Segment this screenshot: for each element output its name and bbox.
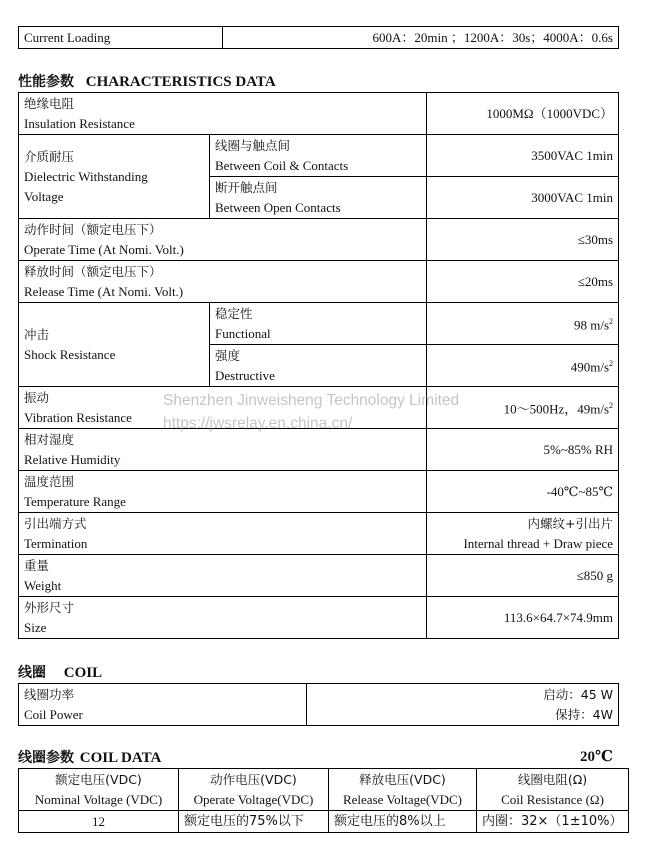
weight-value: ≤850 g <box>427 555 619 597</box>
nominal-voltage-cell: 12 <box>19 811 179 833</box>
row-dielectric-1: 介质耐压 Dielectric Withstanding Voltage 线圈与触点间 Between Coil & Contacts 3500VAC 1min <box>19 135 619 177</box>
current-loading-value: 600A：20min ；1200A：30s；4000A：0.6s <box>223 27 619 49</box>
shock-functional-value: 98 $m/s^2$ <box>427 303 619 345</box>
row-termination: 引出端方式 Termination 内螺纹+引出片 Internal thread + Draw piece <box>19 513 619 555</box>
coil-data-temperature: 20℃ <box>580 749 613 765</box>
coil-hold-power: 保持：4W <box>555 706 613 722</box>
termination-value: 内螺纹+引出片 Internal thread + Draw piece <box>427 513 619 555</box>
row-temperature: 温度范围 Temperature Range -40℃~85℃ <box>19 471 619 513</box>
coil-power-en: Coil Power <box>24 706 83 722</box>
dielectric-coil-contacts-value: 3500VAC 1min <box>427 135 619 177</box>
release-time-value: ≤20ms <box>427 261 619 303</box>
coil-data-heading: 线圈参数 COIL DATA <box>18 750 162 766</box>
temperature-value: -40℃~85℃ <box>427 471 619 513</box>
shock-label: 冲击 Shock Resistance <box>19 303 210 387</box>
operate-voltage-cell: 额定电压的75%以下 <box>179 811 329 833</box>
row-shock-2: 强度 Destructive $490m/s^2$ <box>19 345 619 387</box>
insulation-value: 1000MΩ（1000VDC） <box>427 93 619 135</box>
coil-data-table <box>18 768 629 833</box>
release-voltage-cell: 额定电压的8%以上 <box>329 811 477 833</box>
size-value: 113.6×64.7×74.9mm <box>427 597 619 639</box>
vibration-value: 10～500Hz，$49m/s^2$ <box>427 387 619 429</box>
coil-power-cn: 线圈功率 <box>24 686 75 702</box>
row-size: 外形尺寸 Size 113.6×64.7×74.9mm <box>19 597 619 639</box>
dielectric-open-contacts-value: 3000VAC 1min <box>427 177 619 219</box>
coil-power-table <box>18 683 619 726</box>
row-vibration: 振动 Vibration Resistance 10～500Hz，$49m/s^2$ <box>19 387 619 429</box>
watermark-url: https://jwsrelay.en.china.cn/ <box>163 415 353 432</box>
current-loading-table <box>18 26 619 49</box>
row-operate-time: 动作时间（额定电压下） Operate Time (At Nomi. Volt.) ≤30ms <box>19 219 619 261</box>
dielectric-label: 介质耐压 Dielectric Withstanding Voltage <box>19 135 210 219</box>
row-dielectric-2: 断开触点间 Between Open Contacts 3000VAC 1min <box>19 177 619 219</box>
watermark-company: Shenzhen Jinweisheng Technology Limited <box>163 392 460 409</box>
coil-start-power: 启动：45 W <box>543 686 613 702</box>
row-shock-1: 冲击 Shock Resistance 稳定性 Functional 98 $m/s^2$ <box>19 303 619 345</box>
characteristics-heading: 性能参数 CHARACTERISTICS DATA <box>18 74 276 90</box>
coil-heading: 线圈 COIL <box>18 665 103 681</box>
characteristics-table <box>18 92 619 639</box>
row-weight: 重量 Weight ≤850 g <box>19 555 619 597</box>
coil-data-row <box>19 811 629 833</box>
coil-resistance-cell: 内圈：32×（1±10%） <box>477 811 629 833</box>
coil-data-header-row: 额定电压(VDC) Nominal Voltage (VDC) 动作电压(VDC) Operate Voltage(VDC) 释放电压(VDC) Release Voltage(VDC) 线圈电阻(Ω) Coil Resistance (Ω) <box>19 769 629 811</box>
row-humidity: 相对湿度 Relative Humidity 5%~85% RH <box>19 429 619 471</box>
shock-destructive-value: $490m/s^2$ <box>427 345 619 387</box>
humidity-value: 5%~85% RH <box>427 429 619 471</box>
operate-time-value: ≤30ms <box>427 219 619 261</box>
row-insulation: 绝缘电阻 Insulation Resistance 1000MΩ（1000VDC） <box>19 93 619 135</box>
row-release-time: 释放时间（额定电压下） Release Time (At Nomi. Volt.) ≤20ms <box>19 261 619 303</box>
current-loading-label: Current Loading <box>19 27 223 49</box>
